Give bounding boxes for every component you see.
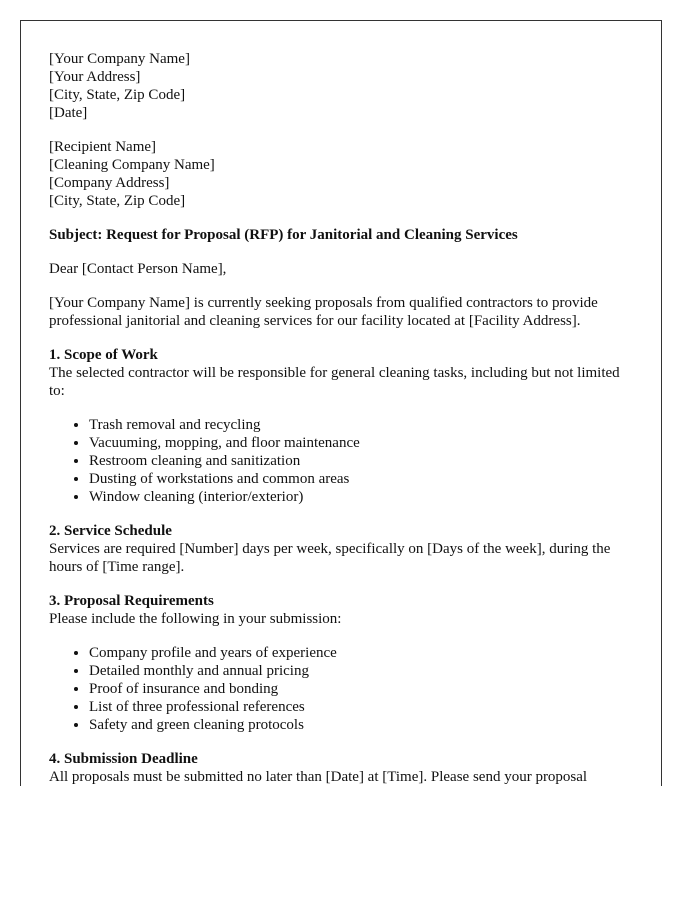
salutation: Dear [Contact Person Name], — [49, 261, 227, 277]
subject-line: Subject: Request for Proposal (RFP) for Janitorial and Cleaning Services — [49, 227, 518, 243]
recipient-block — [49, 138, 633, 210]
list-item: • List of three professional references — [89, 698, 633, 716]
list-item: • Dusting of workstations and common areas — [89, 470, 633, 488]
list-item: • Vacuuming, mopping, and floor maintenance — [89, 434, 633, 452]
letter — [20, 20, 662, 786]
section-heading: 1. Scope of Work — [49, 347, 158, 363]
section-text: All proposals must be submitted no later than [Date] at [Time]. Please send your proposal — [49, 769, 588, 785]
section-text: Please include the following in your submission: — [49, 611, 342, 627]
section-text: The selected contractor will be responsible for general cleaning tasks, including but not limited to: — [49, 365, 620, 399]
intro-paragraph: [Your Company Name] is currently seeking proposals from qualified contractors to provide professional janitorial and cleaning services for our facility located at [Facility Address]. — [49, 295, 598, 329]
list-item: • Proof of insurance and bonding — [89, 680, 633, 698]
sender-line: [Your Address] — [49, 69, 141, 85]
sender-line: [Date] — [49, 105, 88, 121]
section-heading: 3. Proposal Requirements — [49, 593, 214, 609]
section-heading: 2. Service Schedule — [49, 523, 172, 539]
section-scope-of-work — [49, 346, 633, 506]
recipient-line: [Cleaning Company Name] — [49, 157, 215, 173]
list-item: • Detailed monthly and annual pricing — [89, 662, 633, 680]
sender-line: [City, State, Zip Code] — [49, 87, 186, 103]
sender-block — [49, 50, 633, 122]
list-item: • Trash removal and recycling — [89, 416, 633, 434]
list-item: • Company profile and years of experience — [89, 644, 633, 662]
recipient-line: [Company Address] — [49, 175, 170, 191]
section-proposal-requirements — [49, 592, 633, 734]
recipient-line: [City, State, Zip Code] — [49, 193, 186, 209]
sender-line: [Your Company Name] — [49, 51, 190, 67]
section-text: Services are required [Number] days per week, specifically on [Days of the week], during the hours of [Time range]. — [49, 541, 611, 575]
scope-list — [49, 416, 633, 506]
section-submission-deadline — [49, 750, 633, 786]
section-heading: 4. Submission Deadline — [49, 751, 198, 767]
list-item: • Window cleaning (interior/exterior) — [89, 488, 633, 506]
recipient-line: [Recipient Name] — [49, 139, 157, 155]
list-item: • Safety and green cleaning protocols — [89, 716, 633, 734]
list-item: • Restroom cleaning and sanitization — [89, 452, 633, 470]
requirements-list — [49, 644, 633, 734]
section-service-schedule — [49, 522, 633, 576]
